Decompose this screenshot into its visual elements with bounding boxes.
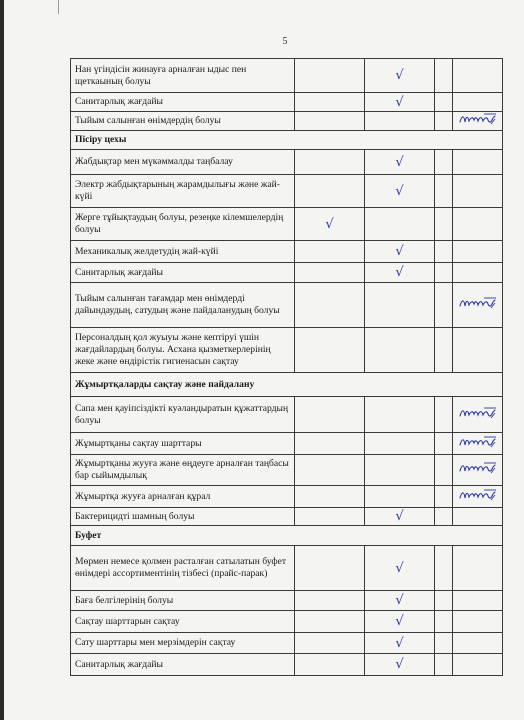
mark-cell-1: [295, 59, 365, 93]
mark-cell-4: [453, 283, 503, 328]
checkmark-icon: √: [395, 509, 404, 524]
checklist-row: [71, 433, 503, 455]
checkmark-icon: √: [395, 94, 404, 110]
mark-cell-1: [295, 433, 365, 455]
mark-cell-2: [365, 546, 435, 591]
checklist-row: [71, 397, 503, 433]
mark-cell-4: [453, 112, 503, 131]
checkmark-icon: √: [395, 560, 404, 576]
mark-cell-3: [435, 633, 453, 654]
mark-cell-3: [435, 611, 453, 633]
criterion-text: Бактерицидті шамның болуы: [71, 508, 295, 526]
mark-cell-2: [365, 455, 435, 486]
checklist-row: [71, 508, 503, 526]
mark-cell-4: [453, 397, 503, 433]
checkmark-icon: √: [395, 593, 404, 608]
mark-cell-2: [365, 328, 435, 373]
mark-cell-3: [435, 328, 453, 373]
criterion-text: Жұмыртқаны жууға және өңдеуге арналған таңбасы бар сыйымдылық: [71, 455, 295, 486]
criterion-text: Электр жабдықтарының жарамдылығы және жай-күйі: [71, 175, 295, 208]
checkmark-icon: √: [395, 154, 404, 170]
checklist-row: [71, 93, 503, 112]
checklist-row: [71, 208, 503, 241]
section-row: [71, 131, 503, 150]
checklist-row: [71, 263, 503, 283]
mark-cell-3: [435, 283, 453, 328]
handwritten-no-icon: [453, 406, 502, 424]
mark-cell-1: [295, 150, 365, 175]
mark-cell-3: [435, 263, 453, 283]
section-title: Жұмыртқаларды сақтау және пайдалану: [71, 373, 503, 397]
handwritten-no-icon: [453, 488, 502, 506]
checklist-row: [71, 59, 503, 93]
checkmark-icon: √: [395, 244, 404, 259]
mark-cell-2: [365, 611, 435, 633]
mark-cell-2: [365, 263, 435, 283]
mark-cell-1: [295, 283, 365, 328]
mark-cell-2: [365, 112, 435, 131]
criterion-text: Сақтау шарттарын сақтау: [71, 611, 295, 633]
criterion-text: Мөрмен немесе қолмен расталған сатылатын буфет өнімдері ассортиментінің тізбесі (прайс-парак): [71, 546, 295, 591]
mark-cell-1: [295, 591, 365, 611]
criterion-text: Нан үгіндісін жинауға арналған ыдыс пен щеткаының болуы: [71, 59, 295, 93]
mark-cell-2: [365, 59, 435, 93]
mark-cell-1: [295, 112, 365, 131]
mark-cell-2: [365, 397, 435, 433]
mark-cell-4: [453, 611, 503, 633]
mark-cell-4: [453, 433, 503, 455]
mark-cell-1: [295, 654, 365, 676]
mark-cell-1: [295, 455, 365, 486]
criterion-text: Баға белгілерінің болуы: [71, 591, 295, 611]
mark-cell-4: [453, 150, 503, 175]
checklist-row: [71, 546, 503, 591]
mark-cell-3: [435, 112, 453, 131]
mark-cell-1: [295, 546, 365, 591]
mark-cell-2: [365, 150, 435, 175]
checklist-row: [71, 611, 503, 633]
handwritten-no-icon: [453, 296, 502, 314]
section-row: [71, 526, 503, 546]
mark-cell-3: [435, 546, 453, 591]
mark-cell-3: [435, 93, 453, 112]
mark-cell-1: [295, 486, 365, 508]
mark-cell-3: [435, 486, 453, 508]
page-fold-line: [58, 0, 59, 14]
mark-cell-1: [295, 263, 365, 283]
page-number: 5: [282, 36, 288, 47]
mark-cell-4: [453, 59, 503, 93]
mark-cell-4: [453, 455, 503, 486]
criterion-text: Жұмыртқаны сақтау шарттары: [71, 433, 295, 455]
checklist-row: [71, 150, 503, 175]
criterion-text: Сапа мен қауіпсіздікті куәландыратын құжаттардың болуы: [71, 397, 295, 433]
mark-cell-1: [295, 397, 365, 433]
checklist-row: [71, 591, 503, 611]
criterion-text: Жабдықтар мен мүкәммалды таңбалау: [71, 150, 295, 175]
checklist-row: [71, 633, 503, 654]
checkmark-icon: √: [395, 635, 404, 651]
mark-cell-3: [435, 508, 453, 526]
checkmark-icon: √: [395, 614, 404, 629]
criterion-text: Санитарлық жағдайы: [71, 263, 295, 283]
checklist-row: [71, 654, 503, 676]
criterion-text: Тыйым салынған өнімдердің болуы: [71, 112, 295, 131]
criterion-text: Сату шарттары мен мерзімдерін сақтау: [71, 633, 295, 654]
inspection-checklist-table: [70, 58, 503, 676]
checklist-row: [71, 328, 503, 373]
mark-cell-3: [435, 433, 453, 455]
checkmark-icon: √: [395, 183, 404, 199]
mark-cell-2: [365, 433, 435, 455]
mark-cell-2: [365, 283, 435, 328]
criterion-text: Санитарлық жағдайы: [71, 654, 295, 676]
mark-cell-3: [435, 455, 453, 486]
checkmark-icon: √: [395, 265, 404, 280]
mark-cell-1: [295, 611, 365, 633]
mark-cell-1: [295, 633, 365, 654]
section-row: [71, 373, 503, 397]
mark-cell-4: [453, 328, 503, 373]
mark-cell-3: [435, 175, 453, 208]
mark-cell-4: [453, 93, 503, 112]
mark-cell-3: [435, 397, 453, 433]
mark-cell-4: [453, 486, 503, 508]
checkmark-icon: √: [395, 68, 404, 83]
mark-cell-4: [453, 633, 503, 654]
mark-cell-4: [453, 175, 503, 208]
handwritten-no-icon: [453, 112, 502, 130]
mark-cell-2: [365, 93, 435, 112]
mark-cell-2: [365, 208, 435, 241]
checklist-row: [71, 283, 503, 328]
mark-cell-2: [365, 486, 435, 508]
mark-cell-2: [365, 241, 435, 263]
criterion-text: Тыйым салынған тағамдар мен өнімдерді дайындаудың, сатудың және пайдаланудың болуы: [71, 283, 295, 328]
criterion-text: Персоналдың қол жуыуы және кептіруі үшін жағдайлардың болуы. Асхана қызметкерлерінің жеке және өндірістік гигиенасын сақтау: [71, 328, 295, 373]
criterion-text: Санитарлық жағдайы: [71, 93, 295, 112]
mark-cell-3: [435, 150, 453, 175]
mark-cell-2: [365, 591, 435, 611]
checklist-row: [71, 486, 503, 508]
mark-cell-4: [453, 546, 503, 591]
mark-cell-4: [453, 241, 503, 263]
mark-cell-3: [435, 654, 453, 676]
mark-cell-3: [435, 591, 453, 611]
mark-cell-3: [435, 208, 453, 241]
mark-cell-4: [453, 208, 503, 241]
mark-cell-4: [453, 654, 503, 676]
mark-cell-2: [365, 633, 435, 654]
section-title: Буфет: [71, 526, 503, 546]
section-title: Пісіру цехы: [71, 131, 503, 150]
handwritten-no-icon: [453, 435, 502, 453]
mark-cell-2: [365, 175, 435, 208]
checkmark-icon: √: [325, 216, 334, 232]
mark-cell-4: [453, 263, 503, 283]
mark-cell-1: [295, 328, 365, 373]
mark-cell-1: [295, 508, 365, 526]
mark-cell-1: [295, 241, 365, 263]
mark-cell-2: [365, 508, 435, 526]
checkmark-icon: √: [395, 657, 404, 672]
checklist-row: [71, 455, 503, 486]
mark-cell-4: [453, 508, 503, 526]
criterion-text: Механикалық желдетудің жай-күйі: [71, 241, 295, 263]
criterion-text: Жұмыртқа жууға арналған құрал: [71, 486, 295, 508]
mark-cell-1: [295, 93, 365, 112]
mark-cell-1: [295, 175, 365, 208]
checklist-row: [71, 175, 503, 208]
mark-cell-4: [453, 591, 503, 611]
page-edge: [0, 0, 4, 720]
handwritten-no-icon: [453, 461, 502, 479]
checklist-row: [71, 241, 503, 263]
mark-cell-3: [435, 59, 453, 93]
checklist-row: [71, 112, 503, 131]
mark-cell-2: [365, 654, 435, 676]
criterion-text: Жерге тұйықтаудың болуы, резеңке кілемшелердің болуы: [71, 208, 295, 241]
mark-cell-1: [295, 208, 365, 241]
mark-cell-3: [435, 241, 453, 263]
